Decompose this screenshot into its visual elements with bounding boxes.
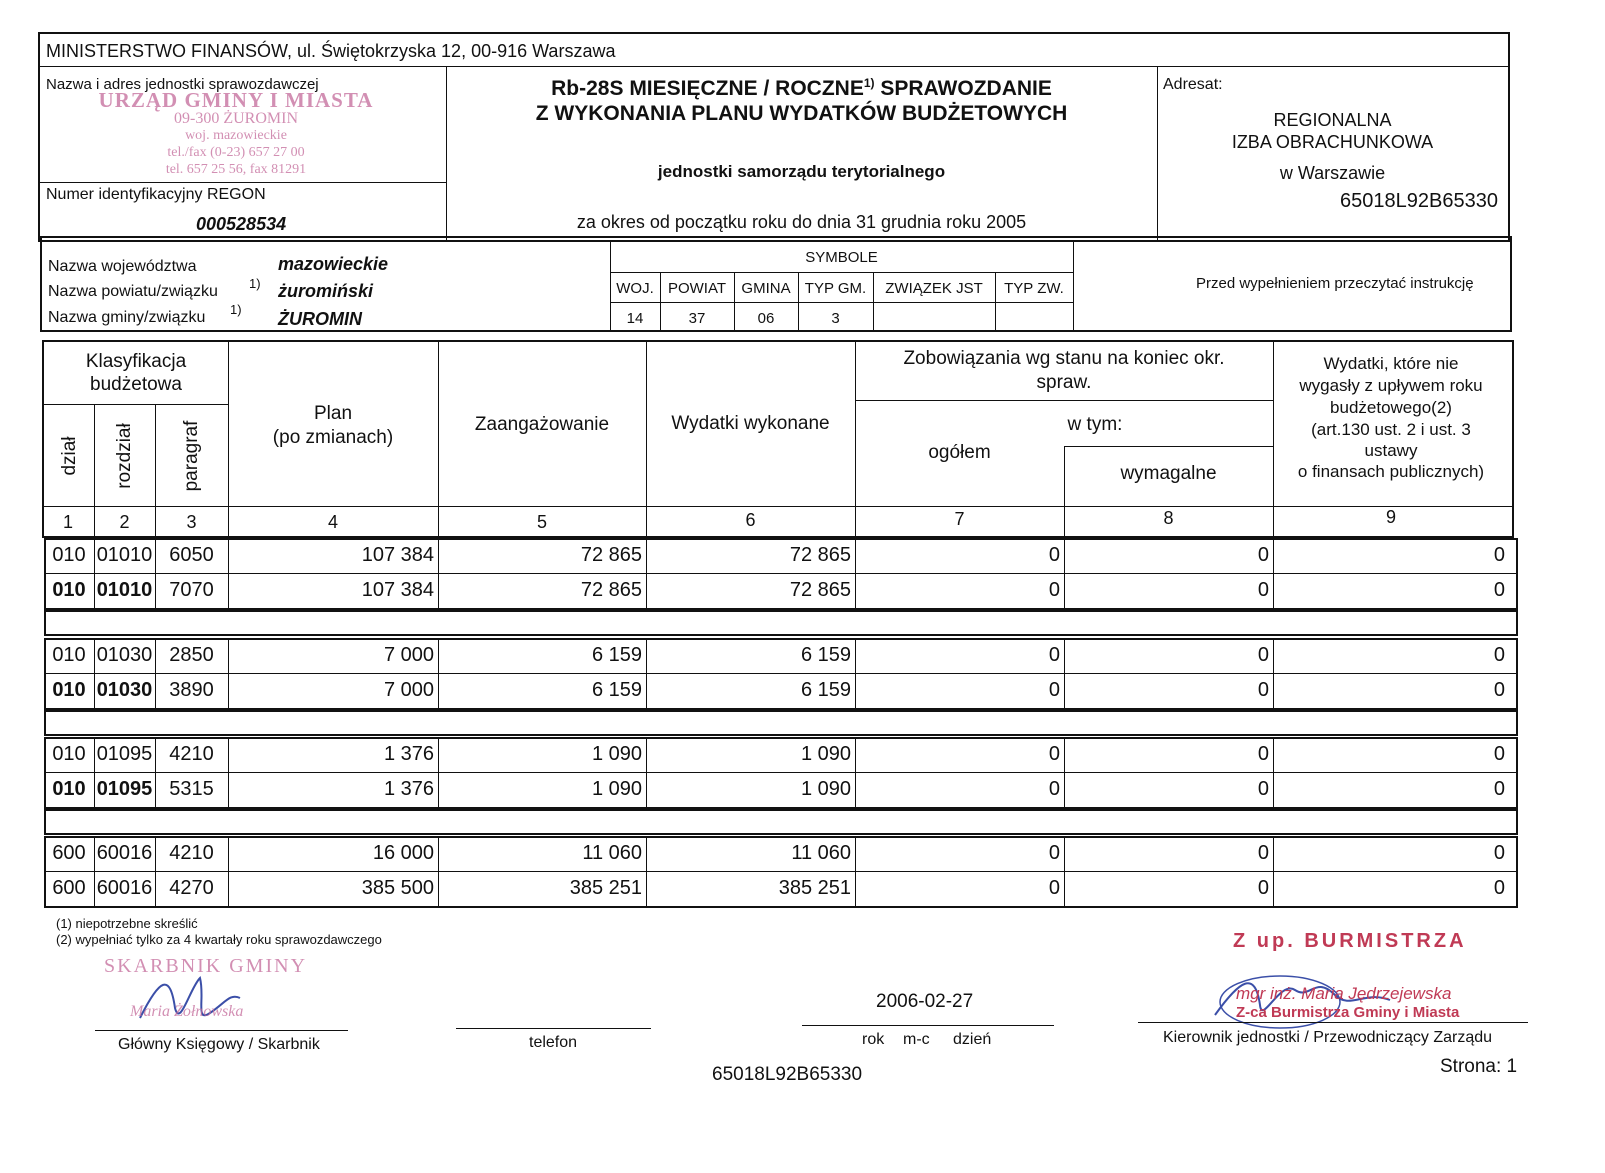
report-code: Rb-28S [551,77,624,100]
symbol-value-typ-gm: 3 [831,310,840,327]
symbol-header-woj: WOJ. [616,280,654,297]
report-footnote-mark: 1) [863,76,875,90]
table-cell-zob: 0 [1048,644,1060,666]
table-cell-zaang: 1 090 [591,743,642,765]
addressee-code: 65018L92B65330 [1340,190,1498,212]
unit-stamp-line-2: 09-300 ŻUROMIN [174,110,298,127]
table-cell-rozdzial: 01095 [96,778,153,800]
table-cell-wykon: 6 159 [800,679,851,701]
table-cell-dzial: 600 [52,877,86,899]
table-cell-rozdzial: 01095 [96,743,153,765]
thead-unexpired-1: Wydatki, które nie [1323,354,1459,373]
table-cell-plan: 7 000 [383,644,434,666]
colnum-4: 4 [327,512,338,532]
table-cell-wymag: 0 [1257,544,1269,566]
unit-stamp-line-3: woj. mazowieckie [185,128,287,143]
head-label: Kierownik jednostki / Przewodniczący Zarządu [1163,1029,1493,1046]
table-cell-zob: 0 [1048,842,1060,864]
table-cell-zob: 0 [1048,579,1060,601]
row-divider [44,573,1518,574]
table-cell-wymag: 0 [1257,877,1269,899]
table-cell-wykon: 72 865 [789,544,851,566]
thead-unexpired-5: ustawy [1364,441,1418,460]
report-period: za okres od początku roku do dnia 31 grudnia roku 2005 [576,212,1027,232]
footer-code: 65018L92B65330 [712,1064,863,1085]
treasurer-stamp: SKARBNIK GMINY [104,955,308,977]
table-cell-paragraf: 3890 [169,679,214,701]
thead-rozdzial: rozdział [114,423,135,489]
head-sign-line [1138,1022,1528,1023]
phone-label: telefon [529,1034,578,1051]
table-cell-zaang: 6 159 [591,644,642,666]
table-cell-wykon: 1 090 [800,743,851,765]
thead-total: ogółem [928,442,991,463]
voivodeship-label: Nazwa województwa [48,258,197,275]
commune-mark: 1) [230,302,242,317]
table-cell-dzial: 600 [52,842,86,864]
colnum-3: 3 [186,512,197,532]
report-title-line-2: Z WYKONANIA PLANU WYDATKÓW BUDŻETOWYCH [535,102,1068,125]
table-cell-niewyg: 0 [1493,877,1505,899]
table-cell-paragraf: 4270 [169,877,214,899]
table-cell-plan: 385 500 [361,877,434,899]
table-cell-wymag: 0 [1257,778,1269,800]
thead-plan-2: (po zmianach) [272,427,394,448]
page-number: Strona: 1 [1440,1056,1518,1077]
table-cell-dzial: 010 [52,544,86,566]
thead-zob-divider [855,400,1273,401]
treasurer-sign-line [95,1030,348,1031]
report-subtitle: jednostki samorządu terytorialnego [657,162,946,181]
thead-due: wymagalne [1120,463,1217,484]
table-cell-dzial: 010 [52,644,86,666]
header-divider [38,66,1510,67]
table-cell-zaang: 72 865 [580,579,642,601]
symbols-header-divider [610,302,1073,303]
row-divider [44,871,1518,872]
table-cell-paragraf: 4210 [169,842,214,864]
addressee-line-3: w Warszawie [1279,163,1386,183]
mayor-title-stamp: Z-ca Burmistrza Gminy i Miasta [1236,1004,1460,1021]
table-cell-wymag: 0 [1257,743,1269,765]
table-cell-rozdzial: 01010 [96,579,153,601]
ministry-header: MINISTERSTWO FINANSÓW, ul. Świętokrzyska 12, 00-916 Warszawa [46,41,616,61]
thead-expenses: Wydatki wykonane [671,413,830,434]
addressee-line-2: IZBA OBRACHUNKOWA [1231,132,1434,152]
symbols-title-divider [610,272,1073,273]
phone-line [456,1028,651,1029]
symbol-header-powiat: POWIAT [667,280,727,297]
commune-value: ŻUROMIN [278,309,362,329]
table-cell-niewyg: 0 [1493,743,1505,765]
thead-liabilities-1: Zobowiązania wg stanu na koniec okr. [903,348,1225,369]
table-cell-zob: 0 [1048,544,1060,566]
footnote-1: (1) niepotrzebne skreślić [56,916,198,931]
group-separator-row [44,610,1518,636]
table-cell-dzial: 010 [52,778,86,800]
date-label-year: rok [862,1031,885,1048]
regon-value: 000528534 [196,214,287,234]
symbol-value-gmina: 06 [757,310,775,327]
regon-label: Numer identyfikacyjny REGON [46,186,266,203]
table-cell-niewyg: 0 [1493,842,1505,864]
symbols-title: SYMBOLE [805,249,878,266]
date-label-month: m-c [903,1031,930,1048]
regon-divider [38,182,446,183]
thead-class-divider [42,404,228,405]
county-label: Nazwa powiatu/związku [48,283,218,300]
table-cell-rozdzial: 01010 [96,544,153,566]
symbol-value-powiat: 37 [688,310,706,327]
row-divider [44,772,1518,773]
table-cell-paragraf: 5315 [169,778,214,800]
table-cell-niewyg: 0 [1493,644,1505,666]
table-cell-niewyg: 0 [1493,579,1505,601]
header-col-divider-2 [1157,66,1158,242]
addressee-line-1: REGIONALNA [1273,110,1392,130]
table-cell-paragraf: 4210 [169,743,214,765]
table-cell-zob: 0 [1048,743,1060,765]
table-cell-dzial: 010 [52,579,86,601]
table-cell-zaang: 72 865 [580,544,642,566]
thead-dzial: dział [59,436,80,476]
mayor-stamp: Z up. BURMISTRZA [1233,930,1467,952]
thead-divider-zaang [438,340,439,538]
instruction-note: Przed wypełnieniem przeczytać instrukcję [1196,275,1474,292]
unit-stamp-line-1: URZĄD GMINY I MIASTA [98,88,374,112]
table-cell-paragraf: 7070 [169,579,214,601]
thead-unexpired-3: budżetowego(2) [1330,398,1452,417]
thead-divider-wykon [646,340,647,538]
table-cell-niewyg: 0 [1493,679,1505,701]
report-date: 2006-02-27 [876,991,974,1012]
table-cell-wykon: 6 159 [800,644,851,666]
table-cell-dzial: 010 [52,679,86,701]
colnum-9: 9 [1385,507,1396,527]
thead-plan-1: Plan [313,403,353,424]
mayor-name-stamp: mgr inż. Maria Jędrzejewska [1236,984,1452,1003]
thead-unexpired-4: (art.130 ust. 2 i ust. 3 [1311,420,1471,439]
date-line [802,1025,1054,1026]
table-cell-rozdzial: 01030 [96,644,153,666]
group-separator-row [44,809,1518,835]
thead-classification: Klasyfikacja budżetowa [85,351,187,395]
thead-paragraf: paragraf [181,420,202,492]
symbol-header-gmina: GMINA [741,280,791,297]
thead-in-that: w tym: [1067,414,1123,435]
table-cell-wykon: 385 251 [778,877,851,899]
date-label-day: dzień [953,1031,992,1048]
row-divider [44,673,1518,674]
table-cell-rozdzial: 60016 [96,842,153,864]
table-cell-wymag: 0 [1257,579,1269,601]
commune-label: Nazwa gminy/związku [48,309,206,326]
colnum-8: 8 [1163,508,1174,528]
table-cell-zaang: 11 060 [582,842,642,864]
report-title-end: SPRAWOZDANIE [880,77,1052,100]
symbol-header-typ-gm: TYP GM. [804,280,867,297]
table-cell-dzial: 010 [52,743,86,765]
table-cell-wymag: 0 [1257,644,1269,666]
symbols-right-border [1073,241,1074,332]
table-cell-rozdzial: 60016 [96,877,153,899]
thead-unexpired-2: wygasły z upływem roku [1299,376,1483,395]
table-cell-wykon: 1 090 [800,778,851,800]
addressee-label: Adresat: [1163,76,1223,93]
table-cell-plan: 1 376 [383,743,434,765]
county-value: żuromiński [278,281,374,301]
unit-stamp-line-5: tel. 657 25 56, fax 81291 [165,162,307,177]
table-cell-wymag: 0 [1257,679,1269,701]
table-cell-plan: 1 376 [383,778,434,800]
table-cell-plan: 7 000 [383,679,434,701]
table-cell-plan: 107 384 [361,544,434,566]
table-cell-zob: 0 [1048,679,1060,701]
table-cell-zaang: 385 251 [569,877,642,899]
symbol-header-typ-zw: TYP ZW. [1004,280,1064,297]
table-cell-plan: 107 384 [361,579,434,601]
voivodeship-value: mazowieckie [278,254,389,274]
thead-commitment: Zaangażowanie [474,414,610,435]
thead-liabilities-2: spraw. [1036,372,1092,393]
table-cell-zob: 0 [1048,877,1060,899]
table-cell-wykon: 72 865 [789,579,851,601]
treasurer-label: Główny Księgowy / Skarbnik [118,1036,320,1053]
table-cell-niewyg: 0 [1493,544,1505,566]
table-cell-plan: 16 000 [372,842,434,864]
table-cell-paragraf: 6050 [169,544,214,566]
table-cell-zaang: 1 090 [591,778,642,800]
table-cell-rozdzial: 01030 [96,679,153,701]
treasurer-name-stamp: Maria Żołnowska [130,1003,244,1020]
county-mark: 1) [249,276,261,291]
unit-stamp-line-4: tel./fax (0-23) 657 27 00 [167,145,305,160]
table-cell-zaang: 6 159 [591,679,642,701]
colnum-5: 5 [536,512,547,532]
thead-wtym-divider [1064,446,1273,447]
table-cell-zob: 0 [1048,778,1060,800]
table-cell-paragraf: 2850 [169,644,214,666]
colnum-2: 2 [119,512,130,532]
table-cell-wykon: 11 060 [791,842,851,864]
unit-name-label: Nazwa i adres jednostki sprawozdawczej [46,76,319,93]
footnote-2: (2) wypełniać tylko za 4 kwartały roku sprawozdawczego [56,932,382,947]
report-frequency: MIESIĘCZNE / ROCZNE [629,77,864,100]
table-cell-wymag: 0 [1257,842,1269,864]
colnum-1: 1 [62,512,73,532]
report-title-line-1 [446,76,1157,101]
colnum-6: 6 [745,510,756,530]
symbol-value-woj: 14 [626,310,644,327]
table-cell-niewyg: 0 [1493,778,1505,800]
thead-unexpired-6: o finansach publicznych) [1297,462,1485,481]
colnum-7: 7 [954,509,965,529]
symbol-header-zwiazek: ZWIĄZEK JST [885,280,983,297]
group-separator-row [44,710,1518,736]
